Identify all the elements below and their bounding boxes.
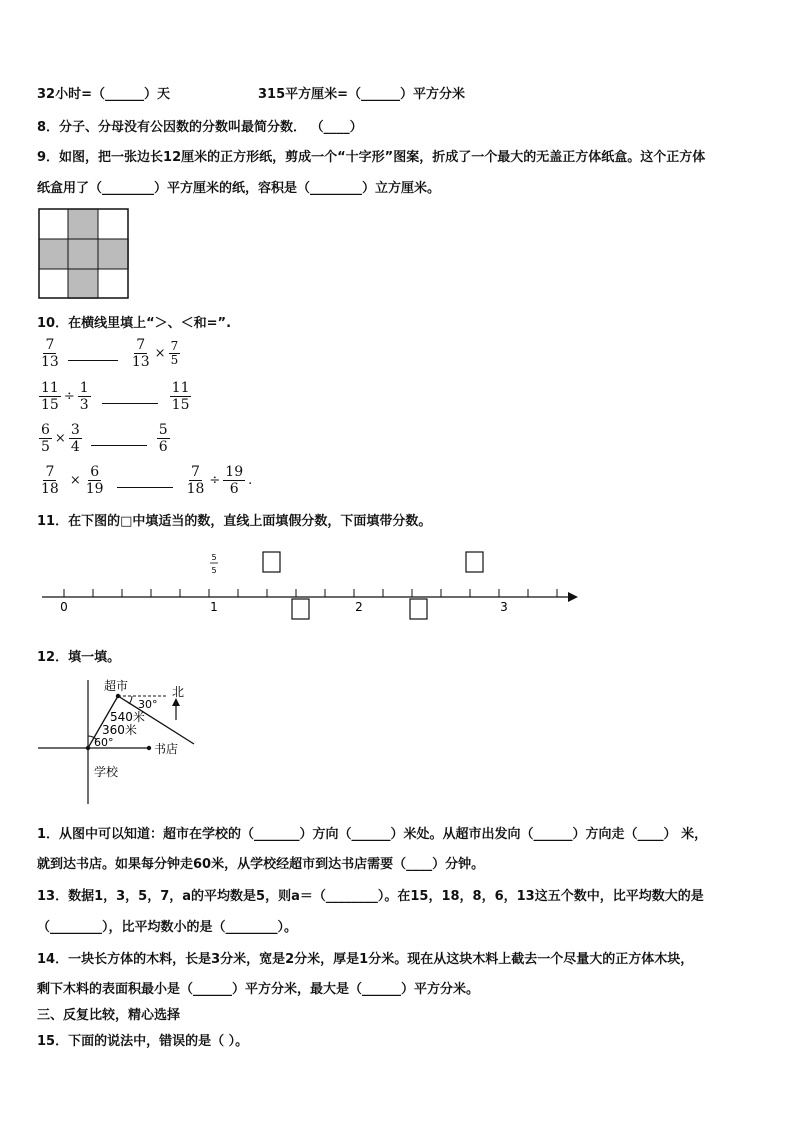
conversion-area: 315平方厘米=（______）平方分米 <box>258 87 466 102</box>
question-12: 12．填一填。 <box>37 650 121 665</box>
tick-label-3: 3 <box>500 600 508 614</box>
fraction: $\frac{7}{5}$ <box>170 339 179 367</box>
north-label: 北 <box>172 685 185 699</box>
subquestion-1-line1: 1．从图中可以知道：超市在学校的（_______）方向（______）米处。从超市出发向（______）方向走（____） 米， <box>37 827 708 842</box>
fraction: $\frac{6}{19}$ <box>85 464 104 497</box>
compare-row-1 <box>38 337 181 370</box>
divide-sign: ÷ <box>63 389 75 404</box>
cross-paper-figure <box>38 208 130 300</box>
school-label: 学校 <box>94 765 119 779</box>
fraction: $\frac{7}{18}$ <box>186 464 205 497</box>
fraction: $\frac{6}{5}$ <box>41 422 50 455</box>
tick-label-0: 0 <box>60 600 68 614</box>
answer-blank[interactable] <box>102 402 158 404</box>
compare-row-4 <box>38 464 254 497</box>
number-line <box>30 545 590 625</box>
question-13-line2: （________），比平均数小的是（________）。 <box>37 920 298 935</box>
answer-box-bottom-2 <box>410 599 427 619</box>
answer-box-top-1 <box>263 552 280 572</box>
answer-blank[interactable] <box>68 359 118 361</box>
times-sign: × <box>54 431 66 446</box>
compare-row-2 <box>38 380 192 413</box>
angle-60-label: 60° <box>94 736 114 749</box>
bookstore-label: 书店 <box>154 742 179 756</box>
fraction: $\frac{7}{13}$ <box>131 337 150 370</box>
subquestion-1-line2: 就到达书店。如果每分钟走60米，从学校经超市到达书店需要（____）分钟。 <box>37 857 485 872</box>
supermarket-label: 超市 <box>104 679 129 693</box>
question-11: 11．在下图的□中填适当的数，直线上面填假分数，下面填带分数。 <box>37 514 432 529</box>
fraction: $\frac{5}{6}$ <box>158 422 168 455</box>
tick-label-2: 2 <box>355 600 363 614</box>
conversion-hours: 32小时=（______）天 <box>37 87 170 102</box>
times-sign: × <box>154 346 166 361</box>
times-sign: × <box>69 473 81 488</box>
fraction: $\frac{1}{3}$ <box>79 380 89 413</box>
compare-row-3 <box>38 422 171 455</box>
direction-map <box>36 676 206 806</box>
tick-label-1: 1 <box>210 600 218 614</box>
question-9-line1: 9．如图，把一张边长12厘米的正方形纸，剪成一个“十字形”图案，折成了一个最大的无盖正方体纸盒。这个正方体 <box>37 150 706 165</box>
fraction: $\frac{11}{15}$ <box>41 380 59 413</box>
top-fraction-den: 5 <box>211 566 217 575</box>
fraction: $\frac{7}{13}$ <box>41 337 59 370</box>
answer-blank[interactable] <box>117 486 173 488</box>
fraction: $\frac{3}{4}$ <box>70 422 80 455</box>
question-10: 10．在横线里填上“＞、＜和=”. <box>37 316 232 331</box>
question-14-line2: 剩下木料的表面积最小是（______）平方分米，最大是（______）平方分米。 <box>37 982 480 997</box>
answer-box-bottom-1 <box>292 599 309 619</box>
section-3-heading: 三、反复比较，精心选择 <box>37 1008 181 1023</box>
fraction: $\frac{11}{15}$ <box>171 380 190 413</box>
answer-box-top-2 <box>466 552 483 572</box>
divide-sign: ÷ <box>209 473 221 488</box>
question-15: 15．下面的说法中，错误的是（ ）。 <box>37 1034 249 1049</box>
period: . <box>248 473 253 488</box>
top-fraction-num: 5 <box>211 553 217 562</box>
distance-360-label: 360米 <box>102 723 137 737</box>
question-14-line1: 14．一块长方体的木料，长是3分米，宽是2分米，厚是1分米。现在从这块木料上截去一个尽量大的正方体木块， <box>37 952 694 967</box>
question-9-line2: 纸盒用了（________）平方厘米的纸，容积是（________）立方厘米。 <box>37 181 441 196</box>
fraction: $\frac{19}{6}$ <box>225 464 244 497</box>
question-13-line1: 13．数据1，3，5，7，a的平均数是5，则a＝（________）。在15，18，8，6，13这五个数中，比平均数大的是 <box>37 889 704 904</box>
distance-540-label: 540米 <box>110 710 145 724</box>
question-8: 8．分子、分母没有公因数的分数叫最简分数． （____） <box>37 120 363 135</box>
answer-blank[interactable] <box>91 444 147 446</box>
fraction: $\frac{7}{18}$ <box>41 464 59 497</box>
angle-30-label: 30° <box>138 698 158 711</box>
